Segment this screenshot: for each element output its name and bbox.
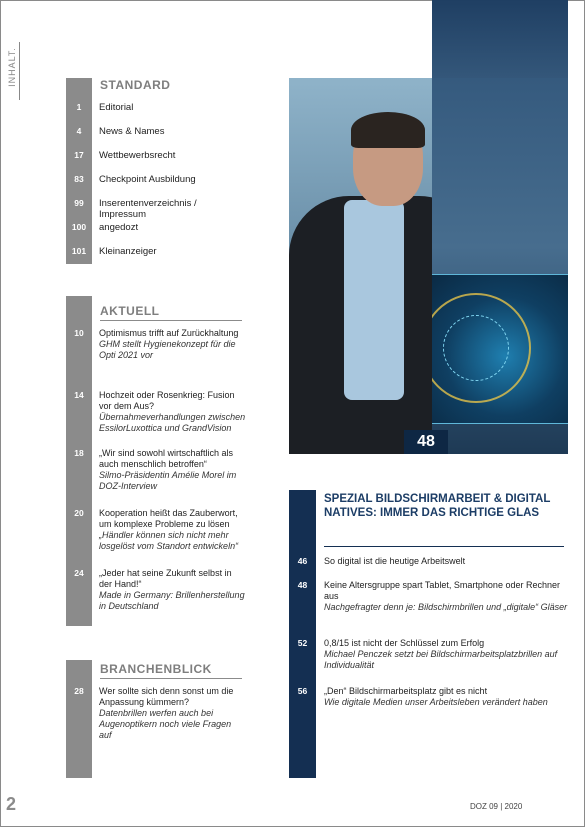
page-ref: 56 xyxy=(297,686,308,696)
page-number: 2 xyxy=(6,794,17,814)
item-subtitle: Michael Penczek setzt bei Bildschirmarbeitsplatzbrillen auf Individualität xyxy=(324,649,558,670)
page-ref: 24 xyxy=(74,568,84,578)
aktuell-heading: AKTUELL xyxy=(100,304,160,318)
item-title: 0,8/15 ist nicht der Schlüssel zum Erfolg xyxy=(324,638,485,648)
list-item[interactable] xyxy=(289,638,569,671)
aktuell-divider xyxy=(100,320,242,321)
page-ref: 14 xyxy=(74,390,84,400)
item-subtitle: Made in Germany: Brillenherstellung in Deutschland xyxy=(99,590,245,611)
list-item[interactable] xyxy=(66,568,246,612)
item-text xyxy=(316,556,465,567)
item-title: Kooperation heißt das Zauberwort, um komplexe Probleme zu lösen xyxy=(99,508,238,529)
item-text xyxy=(92,448,246,492)
spezial-number-bar xyxy=(289,490,316,778)
item-text xyxy=(316,638,569,671)
page-ref: 20 xyxy=(74,508,84,518)
item-text xyxy=(316,580,569,613)
list-item[interactable] xyxy=(66,102,246,113)
item-text xyxy=(316,686,548,708)
list-item[interactable] xyxy=(66,222,246,233)
item-text xyxy=(92,568,246,612)
item-subtitle: Nachgefragter denn je: Bildschirmbrillen und „digitale“ Gläser xyxy=(324,602,568,612)
list-item[interactable] xyxy=(289,686,569,708)
item-title: Checkpoint Ausbildung xyxy=(99,174,196,185)
footer-issue: DOZ 09 | 2020 xyxy=(470,802,523,811)
digital-screen xyxy=(432,274,568,424)
page-ref: 1 xyxy=(76,102,82,112)
section-tab xyxy=(4,40,20,100)
screen-inner-ring xyxy=(443,315,509,381)
page-ref: 10 xyxy=(74,328,84,338)
item-title: Inserentenverzeichnis / Impressum xyxy=(99,198,197,220)
page-ref: 52 xyxy=(297,638,308,648)
list-item[interactable] xyxy=(66,448,246,492)
list-item[interactable] xyxy=(289,580,569,613)
list-item[interactable] xyxy=(66,508,246,552)
item-subtitle: Wie digitale Medien unser Arbeitsleben verändert haben xyxy=(324,697,548,707)
list-item[interactable] xyxy=(66,390,246,434)
cover-photo xyxy=(289,78,432,454)
branchenblick-divider xyxy=(100,678,242,679)
item-subtitle: „Händler können sich nicht mehr losgelöst vom Standort entwickeln“ xyxy=(99,530,239,551)
photo-shirt xyxy=(344,200,404,400)
section-tab-line xyxy=(19,42,20,100)
item-title: Kleinanzeiger xyxy=(99,246,157,257)
header-image-strip xyxy=(432,0,568,78)
page-ref: 99 xyxy=(74,198,84,208)
page-ref: 48 xyxy=(297,580,308,590)
branchenblick-heading: BRANCHENBLICK xyxy=(100,662,212,676)
item-title: angedozt xyxy=(99,222,139,233)
item-title: Optimismus trifft auf Zurückhaltung xyxy=(99,328,239,338)
item-text xyxy=(92,390,246,434)
list-item[interactable] xyxy=(289,556,569,567)
list-item[interactable] xyxy=(66,126,246,137)
item-text xyxy=(92,686,246,741)
page-ref: 46 xyxy=(297,556,308,566)
list-item[interactable] xyxy=(66,198,246,220)
page-ref: 101 xyxy=(71,246,87,256)
item-title: News & Names xyxy=(99,126,165,137)
page-ref: 4 xyxy=(76,126,82,136)
list-item[interactable] xyxy=(66,150,246,161)
page-ref: 17 xyxy=(74,150,84,160)
item-subtitle: Datenbrillen werfen auch bei Augenoptikern noch viele Fragen auf xyxy=(99,708,232,740)
standard-heading: STANDARD xyxy=(100,78,171,92)
item-subtitle: Übernahmeverhandlungen zwischen EssilorLuxottica und GrandVision xyxy=(99,412,246,433)
item-title: Editorial xyxy=(99,102,134,113)
item-title: „Jeder hat seine Zukunft selbst in der Hand!“ xyxy=(99,568,232,589)
item-text xyxy=(92,508,246,552)
item-title: Hochzeit oder Rosenkrieg: Fusion vor dem Aus? xyxy=(99,390,235,411)
page-ref: 18 xyxy=(74,448,84,458)
section-tab-label: INHALT. xyxy=(7,47,17,87)
spezial-divider xyxy=(324,546,564,547)
page-ref: 100 xyxy=(71,222,87,232)
item-title: „Den“ Bildschirmarbeitsplatz gibt es nicht xyxy=(324,686,488,696)
item-title: Wettbewerbsrecht xyxy=(99,150,176,161)
list-item[interactable] xyxy=(66,328,246,361)
cover-photo-right xyxy=(432,78,568,454)
page-ref: 28 xyxy=(74,686,84,696)
item-title: Keine Altersgruppe spart Tablet, Smartphone oder Rechner aus xyxy=(324,580,560,601)
item-title: Wer sollte sich denn sonst um die Anpassung kümmern? xyxy=(99,686,234,707)
spezial-heading: SPEZIAL BILDSCHIRMARBEIT & DIGITAL NATIVES: IMMER DAS RICHTIGE GLAS xyxy=(324,493,551,519)
photo-page-badge: 48 xyxy=(404,430,448,454)
list-item[interactable] xyxy=(66,246,246,257)
item-title: „Wir sind sowohl wirtschaftlich als auch menschlich betroffen“ xyxy=(99,448,234,469)
item-text xyxy=(92,328,246,361)
item-subtitle: Silmo-Präsidentin Amélie Morel im DOZ-Interview xyxy=(99,470,237,491)
list-item[interactable] xyxy=(66,686,246,741)
page-ref: 83 xyxy=(74,174,84,184)
list-item[interactable] xyxy=(66,174,246,185)
photo-hair xyxy=(351,112,425,148)
item-title: So digital ist die heutige Arbeitswelt xyxy=(324,556,466,566)
item-subtitle: GHM stellt Hygienekonzept für die Opti 2021 vor xyxy=(99,339,236,360)
